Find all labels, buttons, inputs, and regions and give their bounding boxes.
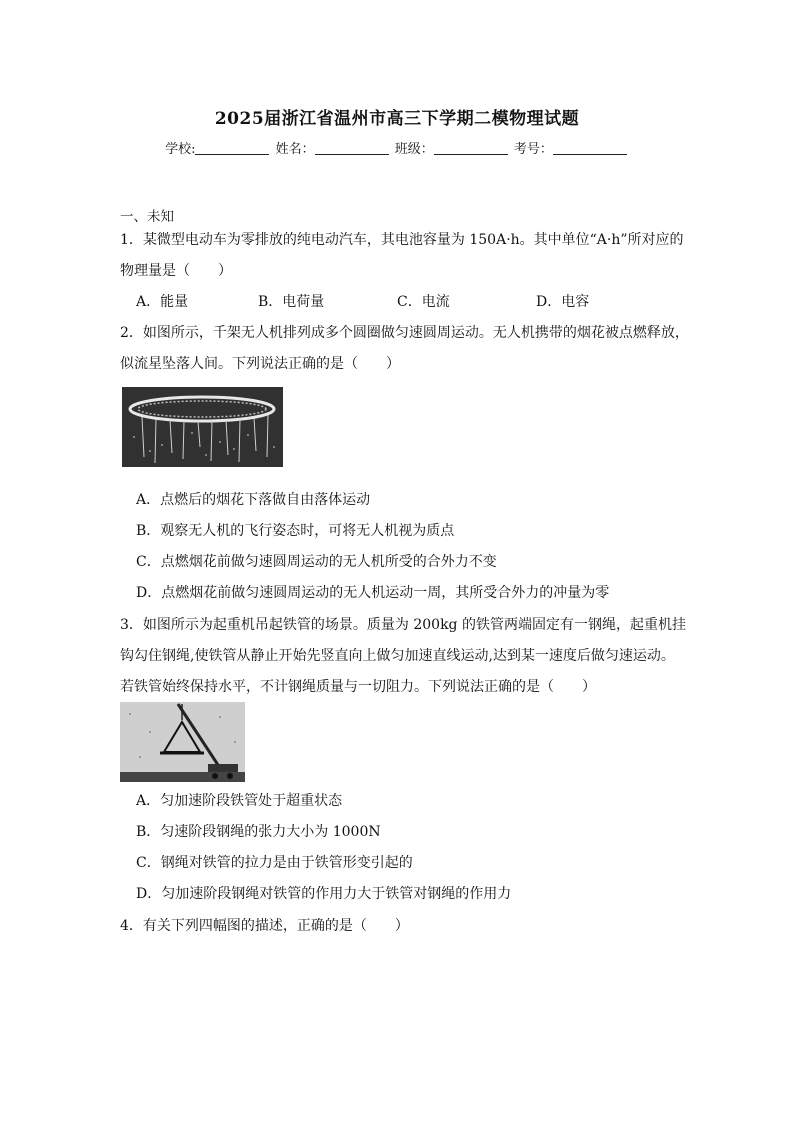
q1-option-d: D．电容 <box>536 294 590 310</box>
q3-option-b: B．匀速阶段钢绳的张力大小为 1000N <box>136 824 381 840</box>
name-blank <box>315 142 389 155</box>
q1-option-c: C．电流 <box>397 294 450 310</box>
q3-line-2: 钩勾住钢绳,使铁管从静止开始先竖直向上做匀加速直线运动,达到某一速度后做匀速运动。 <box>120 648 675 664</box>
q2-line-1: 2．如图所示，千架无人机排列成多个圆圈做匀速圆周运动。无人机携带的烟花被点燃释放， <box>120 325 689 341</box>
id-label: 考号： <box>513 142 553 157</box>
q1-option-a: A．能量 <box>136 294 189 310</box>
q1-option-b: B．电荷量 <box>258 294 325 310</box>
q3-line-3: 若铁管始终保持水平，不计钢绳质量与一切阻力。下列说法正确的是（ ） <box>120 679 596 695</box>
q3-option-a: A．匀加速阶段铁管处于超重状态 <box>136 793 343 809</box>
q4-line-1: 4．有关下列四幅图的描述，正确的是（ ） <box>120 918 409 934</box>
q2-option-a: A．点燃后的烟花下落做自由落体运动 <box>136 492 371 508</box>
school-blank <box>195 142 269 155</box>
q3-option-d: D．匀加速阶段钢绳对铁管的作用力大于铁管对钢绳的作用力 <box>136 886 512 902</box>
q2-line-2: 似流星坠落人间。下列说法正确的是（ ） <box>120 356 400 372</box>
q1-line-1: 1．某微型电动车为零排放的纯电动汽车，其电池容量为 150A·h。其中单位“A·h”所对应的 <box>120 232 684 248</box>
school-label: 学校: <box>165 142 196 157</box>
q3-option-c: C．钢绳对铁管的拉力是由于铁管形变引起的 <box>136 855 413 871</box>
id-blank <box>553 142 627 155</box>
drone-fireworks-image <box>122 387 283 467</box>
section-heading: 一、未知 <box>120 209 174 225</box>
q1-line-2: 物理量是（ ） <box>120 263 232 279</box>
class-label: 班级： <box>394 142 434 157</box>
page-title: 2025届浙江省温州市高三下学期二模物理试题 <box>214 109 580 129</box>
class-blank <box>434 142 508 155</box>
q2-option-d: D．点燃烟花前做匀速圆周运动的无人机运动一周，其所受合外力的冲量为零 <box>136 585 610 601</box>
name-label: 姓名： <box>275 142 315 157</box>
crane-lifting-pipe-image <box>120 702 245 782</box>
student-info-row <box>0 138 794 157</box>
q3-line-1: 3．如图所示为起重机吊起铁管的场景。质量为 200kg 的铁管两端固定有一钢绳，起重机挂 <box>120 617 686 633</box>
q2-option-b: B．观察无人机的飞行姿态时，可将无人机视为质点 <box>136 523 455 539</box>
q2-option-c: C．点燃烟花前做匀速圆周运动的无人机所受的合外力不变 <box>136 554 497 570</box>
